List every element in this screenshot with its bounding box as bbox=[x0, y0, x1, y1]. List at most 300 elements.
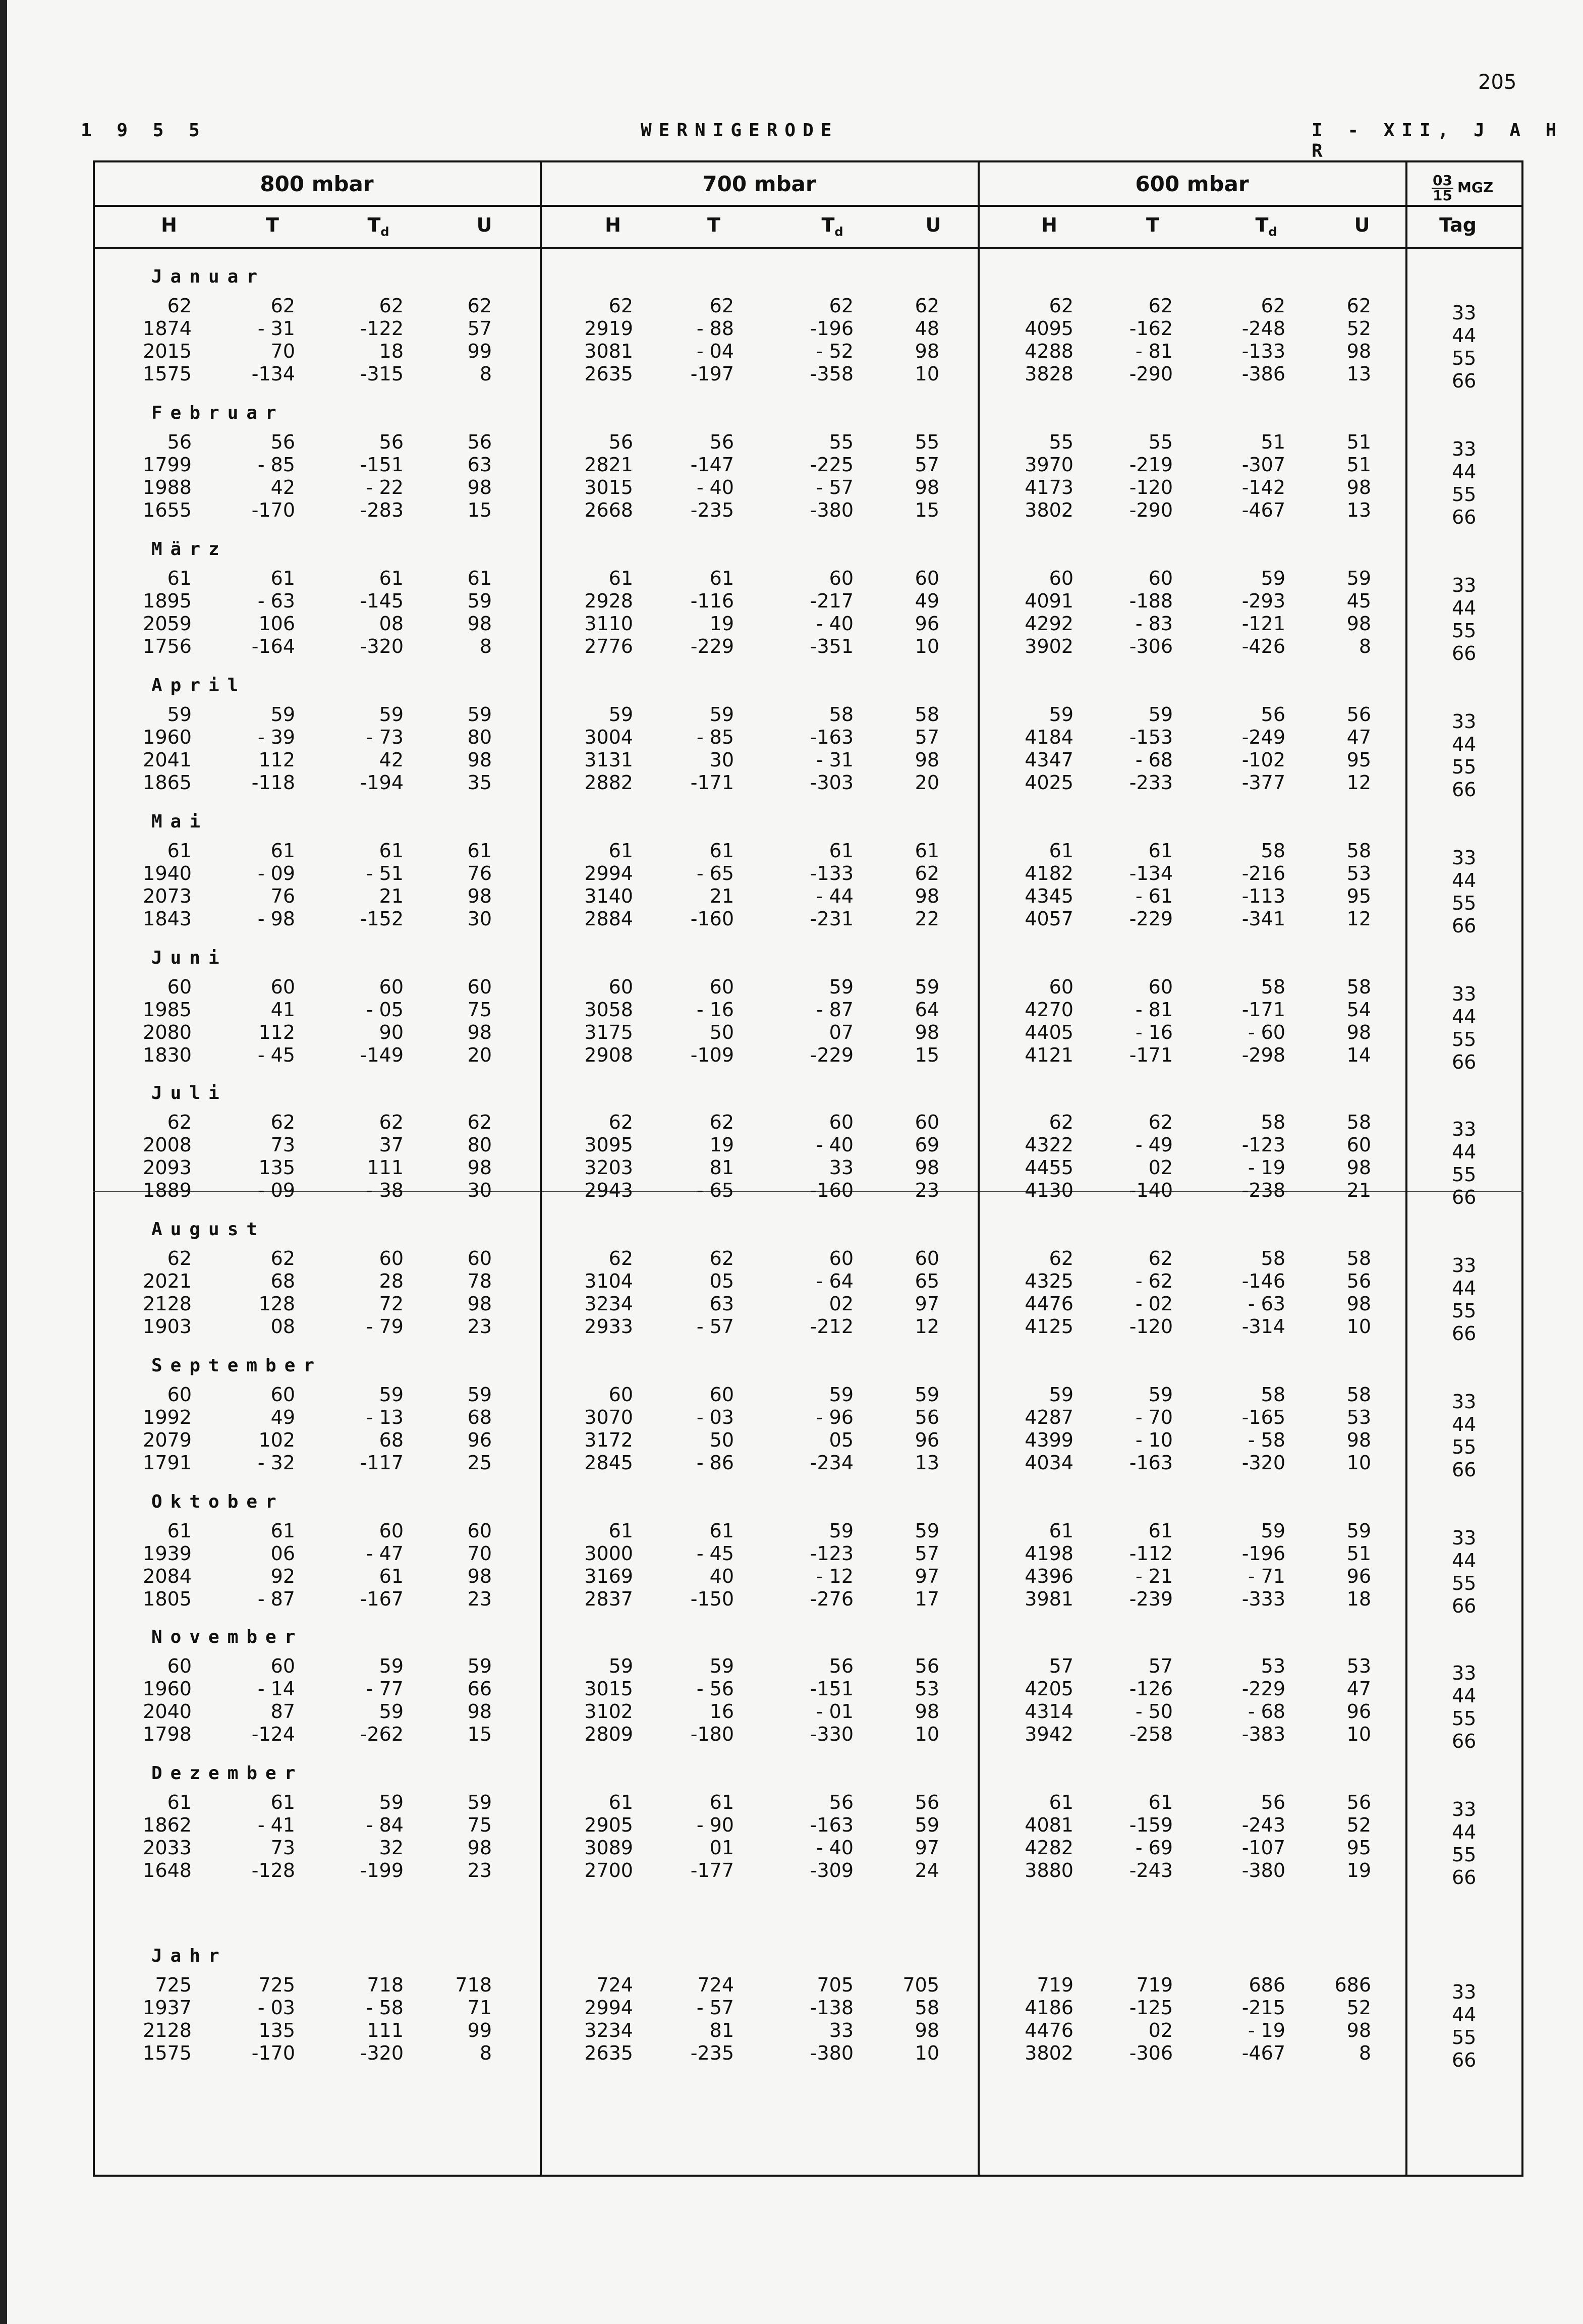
table-cell: 59 bbox=[467, 1384, 492, 1406]
month-label: Juli bbox=[151, 1083, 228, 1103]
table-cell: 42 bbox=[379, 749, 404, 771]
table-cell: 56 bbox=[915, 1655, 939, 1677]
table-cell: 15 bbox=[915, 499, 939, 521]
table-cell: 70 bbox=[270, 340, 295, 362]
tag-cell: 55 bbox=[1452, 1844, 1477, 1866]
table-cell: -102 bbox=[1241, 749, 1285, 771]
table-cell: 62 bbox=[709, 1247, 734, 1269]
table-cell: 4455 bbox=[1025, 1156, 1073, 1179]
table-cell: 02 bbox=[1148, 1156, 1173, 1179]
table-cell: - 39 bbox=[257, 726, 295, 748]
table-cell: 56 bbox=[829, 1655, 854, 1677]
table-cell: -167 bbox=[360, 1588, 404, 1610]
table-cell: 64 bbox=[915, 999, 939, 1021]
table-cell: 12 bbox=[1346, 771, 1371, 794]
table-cell: 4314 bbox=[1025, 1700, 1073, 1723]
table-cell: -162 bbox=[1129, 317, 1173, 340]
table-cell: 57 bbox=[915, 454, 939, 476]
table-cell: -123 bbox=[1241, 1134, 1285, 1156]
table-cell: 4405 bbox=[1025, 1021, 1073, 1043]
table-cell: 33 bbox=[829, 2019, 854, 2041]
table-cell: - 65 bbox=[696, 1179, 734, 1201]
table-cell: -134 bbox=[1129, 862, 1173, 884]
col-tag: Tag bbox=[1439, 214, 1477, 236]
tag-cell: 44 bbox=[1452, 1006, 1477, 1028]
table-cell: 81 bbox=[709, 1156, 734, 1179]
table-cell: 60 bbox=[829, 567, 854, 589]
tag-cell: 44 bbox=[1452, 1685, 1477, 1707]
table-cell: 59 bbox=[467, 1655, 492, 1677]
table-cell: 37 bbox=[379, 1134, 404, 1156]
table-cell: -248 bbox=[1241, 317, 1285, 340]
table-cell: 1940 bbox=[143, 862, 192, 884]
table-cell: -120 bbox=[1129, 476, 1173, 499]
table-cell: 4396 bbox=[1025, 1565, 1073, 1587]
table-cell: 3942 bbox=[1025, 1723, 1073, 1745]
table-cell: 59 bbox=[709, 1655, 734, 1677]
table-cell: -320 bbox=[1241, 1452, 1285, 1474]
table-cell: 63 bbox=[467, 454, 492, 476]
table-cell: 06 bbox=[270, 1542, 295, 1565]
table-cell: 61 bbox=[379, 840, 404, 862]
table-cell: 66 bbox=[467, 1678, 492, 1700]
table-cell: - 84 bbox=[366, 1814, 404, 1836]
table-cell: - 81 bbox=[1135, 999, 1173, 1021]
table-cell: 2700 bbox=[584, 1859, 633, 1882]
table-cell: - 40 bbox=[816, 613, 854, 635]
table-cell: -199 bbox=[360, 1859, 404, 1882]
month-label: Oktober bbox=[151, 1491, 285, 1512]
table-cell: -307 bbox=[1241, 454, 1285, 476]
table-cell: -249 bbox=[1241, 726, 1285, 748]
table-cell: 96 bbox=[915, 613, 939, 635]
table-cell: 50 bbox=[709, 1021, 734, 1043]
table-cell: 59 bbox=[1148, 703, 1173, 726]
tag-cell: 55 bbox=[1452, 2026, 1477, 2049]
table-cell: - 69 bbox=[1135, 1837, 1173, 1859]
table-cell: 59 bbox=[1261, 1520, 1285, 1542]
table-cell: 1895 bbox=[143, 590, 192, 612]
table-cell: -133 bbox=[1241, 340, 1285, 362]
table-cell: 2015 bbox=[143, 340, 192, 362]
table-cell: 60 bbox=[1049, 976, 1073, 998]
table-cell: 45 bbox=[1346, 590, 1371, 612]
table-cell: 3081 bbox=[584, 340, 633, 362]
table-cell: 71 bbox=[467, 1997, 492, 2019]
col-header-u: U bbox=[1354, 214, 1370, 236]
table-cell: 60 bbox=[467, 976, 492, 998]
table-cell: 62 bbox=[270, 1247, 295, 1269]
table-cell: 3172 bbox=[584, 1429, 633, 1451]
table-cell: 2908 bbox=[584, 1044, 633, 1066]
table-cell: -194 bbox=[360, 771, 404, 794]
table-cell: 61 bbox=[709, 567, 734, 589]
table-cell: 2128 bbox=[143, 1293, 192, 1315]
table-cell: -151 bbox=[810, 1678, 854, 1700]
table-cell: -380 bbox=[810, 499, 854, 521]
table-cell: -258 bbox=[1129, 1723, 1173, 1745]
table-cell: 60 bbox=[379, 1520, 404, 1542]
table-cell: 01 bbox=[709, 1837, 734, 1859]
table-cell: 55 bbox=[915, 431, 939, 453]
table-cell: 80 bbox=[467, 726, 492, 748]
table-cell: -112 bbox=[1129, 1542, 1173, 1565]
tag-cell: 44 bbox=[1452, 1277, 1477, 1299]
table-cell: 53 bbox=[1346, 862, 1371, 884]
tag-cell: 55 bbox=[1452, 1300, 1477, 1322]
table-cell: 61 bbox=[1148, 1791, 1173, 1813]
table-cell: 60 bbox=[167, 976, 192, 998]
table-cell: 96 bbox=[1346, 1700, 1371, 1723]
table-cell: 2994 bbox=[584, 1997, 633, 2019]
table-cell: -426 bbox=[1241, 635, 1285, 657]
table-cell: 10 bbox=[1346, 1452, 1371, 1474]
table-cell: -145 bbox=[360, 590, 404, 612]
table-cell: 719 bbox=[1037, 1974, 1073, 1996]
table-cell: 3970 bbox=[1025, 454, 1073, 476]
table-cell: 98 bbox=[1346, 2019, 1371, 2041]
tag-cell: 55 bbox=[1452, 1572, 1477, 1594]
table-cell: 56 bbox=[270, 431, 295, 453]
table-cell: 4186 bbox=[1025, 1997, 1073, 2019]
table-cell: 4325 bbox=[1025, 1270, 1073, 1292]
table-cell: 95 bbox=[1346, 885, 1371, 907]
table-cell: 73 bbox=[270, 1837, 295, 1859]
table-cell: 4057 bbox=[1025, 908, 1073, 930]
table-cell: 1960 bbox=[143, 1678, 192, 1700]
tag-cell: 66 bbox=[1452, 2049, 1477, 2071]
mgz-header bbox=[1432, 174, 1493, 203]
table-cell: 111 bbox=[367, 2019, 404, 2041]
col-header-td: $T_d$ bbox=[367, 214, 389, 239]
table-cell: 54 bbox=[1346, 999, 1371, 1021]
group-600-mbar: 600 mbar bbox=[1135, 172, 1249, 196]
table-cell: 60 bbox=[829, 1111, 854, 1133]
table-cell: 135 bbox=[258, 2019, 295, 2041]
header-year: 1 9 5 5 bbox=[81, 120, 207, 141]
table-cell: 49 bbox=[270, 1406, 295, 1428]
table-cell: 10 bbox=[915, 635, 939, 657]
table-cell: -163 bbox=[810, 726, 854, 748]
table-cell: 59 bbox=[1049, 1384, 1073, 1406]
table-cell: - 63 bbox=[257, 590, 295, 612]
table-cell: - 68 bbox=[1135, 749, 1173, 771]
table-cell: -303 bbox=[810, 771, 854, 794]
table-cell: 68 bbox=[270, 1270, 295, 1292]
table-cell: 725 bbox=[258, 1974, 295, 1996]
table-cell: -306 bbox=[1129, 635, 1173, 657]
table-cell: 2933 bbox=[584, 1315, 633, 1338]
table-cell: 60 bbox=[829, 1247, 854, 1269]
table-cell: 59 bbox=[608, 1655, 633, 1677]
table-cell: - 57 bbox=[696, 1315, 734, 1338]
table-cell: -235 bbox=[690, 499, 734, 521]
table-cell: 2845 bbox=[584, 1452, 633, 1474]
table-cell: 57 bbox=[467, 317, 492, 340]
table-cell: 3140 bbox=[584, 885, 633, 907]
table-cell: 61 bbox=[608, 567, 633, 589]
table-cell: 59 bbox=[270, 703, 295, 726]
table-cell: 99 bbox=[467, 2019, 492, 2041]
table-cell: -212 bbox=[810, 1315, 854, 1338]
table-cell: - 52 bbox=[816, 340, 854, 362]
table-cell: 61 bbox=[1049, 1520, 1073, 1542]
table-cell: - 58 bbox=[1248, 1429, 1285, 1451]
table-cell: 2128 bbox=[143, 2019, 192, 2041]
table-cell: - 32 bbox=[257, 1452, 295, 1474]
table-cell: 62 bbox=[709, 1111, 734, 1133]
table-cell: - 49 bbox=[1135, 1134, 1173, 1156]
table-cell: 2809 bbox=[584, 1723, 633, 1745]
table-cell: 1865 bbox=[143, 771, 192, 794]
table-cell: 61 bbox=[379, 1565, 404, 1587]
table-cell: - 57 bbox=[816, 476, 854, 499]
table-cell: 3015 bbox=[584, 476, 633, 499]
table-cell: - 04 bbox=[696, 340, 734, 362]
table-cell: 59 bbox=[1346, 567, 1371, 589]
table-cell: 56 bbox=[608, 431, 633, 453]
table-cell: 87 bbox=[270, 1700, 295, 1723]
table-cell: 705 bbox=[817, 1974, 854, 1996]
mgz-denominator: 15 bbox=[1433, 187, 1452, 204]
table-cell: -170 bbox=[251, 499, 295, 521]
col-header-h: H bbox=[605, 214, 621, 236]
table-cell: 61 bbox=[270, 1520, 295, 1542]
tag-cell: 44 bbox=[1452, 2004, 1477, 2026]
col-header-t: T bbox=[1146, 214, 1159, 236]
table-cell: 56 bbox=[379, 431, 404, 453]
table-cell: 60 bbox=[608, 976, 633, 998]
tag-cell: 44 bbox=[1452, 1413, 1477, 1435]
table-cell: -229 bbox=[690, 635, 734, 657]
table-cell: - 47 bbox=[366, 1542, 404, 1565]
table-cell: 10 bbox=[915, 363, 939, 385]
table-cell: 2905 bbox=[584, 1814, 633, 1836]
table-cell: 8 bbox=[1359, 2042, 1371, 2064]
table-cell: 61 bbox=[167, 567, 192, 589]
table-cell: - 45 bbox=[257, 1044, 295, 1066]
table-cell: 60 bbox=[467, 1247, 492, 1269]
table-cell: 47 bbox=[1346, 726, 1371, 748]
table-cell: 51 bbox=[1346, 454, 1371, 476]
table-cell: 2040 bbox=[143, 1700, 192, 1723]
table-cell: 10 bbox=[915, 1723, 939, 1745]
table-cell: 59 bbox=[915, 976, 939, 998]
tag-cell: 44 bbox=[1452, 1821, 1477, 1843]
table-cell: 15 bbox=[915, 1044, 939, 1066]
table-cell: 60 bbox=[379, 976, 404, 998]
col-header-t: T bbox=[707, 214, 720, 236]
table-cell: 98 bbox=[1346, 613, 1371, 635]
table-cell: 719 bbox=[1136, 1974, 1173, 1996]
table-cell: 41 bbox=[270, 999, 295, 1021]
table-cell: - 68 bbox=[1248, 1700, 1285, 1723]
col-header-td: $T_d$ bbox=[1255, 214, 1277, 239]
table-cell: 18 bbox=[1346, 1588, 1371, 1610]
tag-cell: 55 bbox=[1452, 1164, 1477, 1186]
tag-cell: 33 bbox=[1452, 1662, 1477, 1684]
table-cell: 57 bbox=[1049, 1655, 1073, 1677]
table-cell: 59 bbox=[915, 1814, 939, 1836]
table-cell: - 79 bbox=[366, 1315, 404, 1338]
table-cell: - 83 bbox=[1135, 613, 1173, 635]
table-cell: - 40 bbox=[816, 1134, 854, 1156]
table-cell: 98 bbox=[467, 476, 492, 499]
table-cell: -171 bbox=[1241, 999, 1285, 1021]
table-cell: 98 bbox=[467, 1021, 492, 1043]
table-cell: 55 bbox=[829, 431, 854, 453]
tag-cell: 66 bbox=[1452, 915, 1477, 937]
tag-cell: 66 bbox=[1452, 1051, 1477, 1073]
table-cell: -171 bbox=[690, 771, 734, 794]
table-cell: 724 bbox=[697, 1974, 734, 1996]
table-cell: 23 bbox=[467, 1859, 492, 1882]
table-cell: - 09 bbox=[257, 1179, 295, 1201]
table-cell: -140 bbox=[1129, 1179, 1173, 1201]
table-cell: 59 bbox=[167, 703, 192, 726]
table-cell: 111 bbox=[367, 1156, 404, 1179]
tag-cell: 33 bbox=[1452, 574, 1477, 596]
table-cell: 2080 bbox=[143, 1021, 192, 1043]
table-cell: 2635 bbox=[584, 2042, 633, 2064]
tag-cell: 44 bbox=[1452, 1550, 1477, 1572]
tag-cell: 33 bbox=[1452, 1254, 1477, 1277]
table-cell: -197 bbox=[690, 363, 734, 385]
tag-cell: 66 bbox=[1452, 1595, 1477, 1617]
table-cell: 58 bbox=[1346, 1111, 1371, 1133]
page-number: 205 bbox=[1478, 71, 1517, 94]
table-cell: 60 bbox=[1346, 1134, 1371, 1156]
table-cell: 59 bbox=[379, 1791, 404, 1813]
table-cell: 02 bbox=[1148, 2019, 1173, 2041]
table-cell: -180 bbox=[690, 1723, 734, 1745]
header-bottom-rule bbox=[93, 247, 1523, 249]
table-cell: -170 bbox=[251, 2042, 295, 2064]
table-cell: 102 bbox=[258, 1429, 295, 1451]
table-cell: 2008 bbox=[143, 1134, 192, 1156]
table-cell: - 65 bbox=[696, 862, 734, 884]
table-cell: 24 bbox=[915, 1859, 939, 1882]
table-cell: 53 bbox=[1346, 1655, 1371, 1677]
table-cell: - 21 bbox=[1135, 1565, 1173, 1587]
table-cell: -128 bbox=[251, 1859, 295, 1882]
table-cell: -298 bbox=[1241, 1044, 1285, 1066]
table-cell: 61 bbox=[167, 1520, 192, 1542]
table-cell: 58 bbox=[1346, 1384, 1371, 1406]
table-cell: -142 bbox=[1241, 476, 1285, 499]
table-cell: 57 bbox=[915, 726, 939, 748]
tag-cell: 55 bbox=[1452, 756, 1477, 778]
table-cell: -120 bbox=[1129, 1315, 1173, 1338]
table-cell: - 50 bbox=[1135, 1700, 1173, 1723]
table-cell: - 01 bbox=[816, 1700, 854, 1723]
table-cell: 55 bbox=[1049, 431, 1073, 453]
table-cell: 22 bbox=[915, 908, 939, 930]
table-cell: 106 bbox=[258, 613, 295, 635]
table-cell: 128 bbox=[258, 1293, 295, 1315]
table-cell: -243 bbox=[1129, 1859, 1173, 1882]
table-cell: 62 bbox=[1049, 1111, 1073, 1133]
table-cell: 718 bbox=[455, 1974, 492, 1996]
table-cell: - 86 bbox=[696, 1452, 734, 1474]
table-cell: -239 bbox=[1129, 1588, 1173, 1610]
table-cell: 1799 bbox=[143, 454, 192, 476]
table-cell: 98 bbox=[1346, 1429, 1371, 1451]
table-cell: -380 bbox=[810, 2042, 854, 2064]
table-cell: - 40 bbox=[816, 1837, 854, 1859]
table-cell: 1939 bbox=[143, 1542, 192, 1565]
table-cell: 2821 bbox=[584, 454, 633, 476]
header-divider bbox=[93, 205, 1523, 207]
table-cell: 61 bbox=[379, 567, 404, 589]
table-cell: 2635 bbox=[584, 363, 633, 385]
table-cell: 1830 bbox=[143, 1044, 192, 1066]
table-cell: 62 bbox=[167, 295, 192, 317]
table-cell: -217 bbox=[810, 590, 854, 612]
table-cell: -196 bbox=[810, 317, 854, 340]
mgz-numerator: 03 bbox=[1433, 172, 1452, 189]
table-cell: 2073 bbox=[143, 885, 192, 907]
table-cell: 65 bbox=[915, 1270, 939, 1292]
table-cell: -219 bbox=[1129, 454, 1173, 476]
table-cell: 60 bbox=[1049, 567, 1073, 589]
table-cell: -290 bbox=[1129, 499, 1173, 521]
table-cell: -163 bbox=[1129, 1452, 1173, 1474]
table-cell: 92 bbox=[270, 1565, 295, 1587]
table-cell: 62 bbox=[1049, 295, 1073, 317]
table-cell: 13 bbox=[915, 1452, 939, 1474]
table-cell: 18 bbox=[379, 340, 404, 362]
table-cell: -309 bbox=[810, 1859, 854, 1882]
table-cell: - 63 bbox=[1248, 1293, 1285, 1315]
table-cell: 56 bbox=[467, 431, 492, 453]
table-cell: -233 bbox=[1129, 771, 1173, 794]
table-cell: -330 bbox=[810, 1723, 854, 1745]
table-cell: 17 bbox=[915, 1588, 939, 1610]
table-cell: 98 bbox=[915, 1700, 939, 1723]
table-cell: - 13 bbox=[366, 1406, 404, 1428]
table-cell: -238 bbox=[1241, 1179, 1285, 1201]
col-header-h: H bbox=[1041, 214, 1057, 236]
table-cell: 8 bbox=[479, 2042, 492, 2064]
table-cell: 59 bbox=[467, 590, 492, 612]
table-cell: 2994 bbox=[584, 862, 633, 884]
table-cell: 62 bbox=[167, 1247, 192, 1269]
table-cell: 3828 bbox=[1025, 363, 1073, 385]
table-cell: 59 bbox=[1148, 1384, 1173, 1406]
table-cell: 62 bbox=[379, 1111, 404, 1133]
table-cell: 62 bbox=[467, 1111, 492, 1133]
table-cell: 3000 bbox=[584, 1542, 633, 1565]
table-cell: 58 bbox=[915, 1997, 939, 2019]
table-cell: 62 bbox=[1148, 1111, 1173, 1133]
table-cell: 13 bbox=[1346, 499, 1371, 521]
table-cell: 4476 bbox=[1025, 1293, 1073, 1315]
col-header-td-subscript: d bbox=[380, 225, 389, 239]
tag-cell: 66 bbox=[1452, 370, 1477, 392]
table-cell: 1655 bbox=[143, 499, 192, 521]
table-cell: -235 bbox=[690, 2042, 734, 2064]
table-cell: 61 bbox=[608, 1520, 633, 1542]
table-cell: 35 bbox=[467, 771, 492, 794]
table-cell: 4292 bbox=[1025, 613, 1073, 635]
table-cell: 50 bbox=[709, 1429, 734, 1451]
month-label: Juni bbox=[151, 948, 228, 968]
table-cell: 98 bbox=[915, 749, 939, 771]
table-cell: 56 bbox=[167, 431, 192, 453]
table-cell: 47 bbox=[1346, 1678, 1371, 1700]
table-cell: 62 bbox=[1148, 1247, 1173, 1269]
